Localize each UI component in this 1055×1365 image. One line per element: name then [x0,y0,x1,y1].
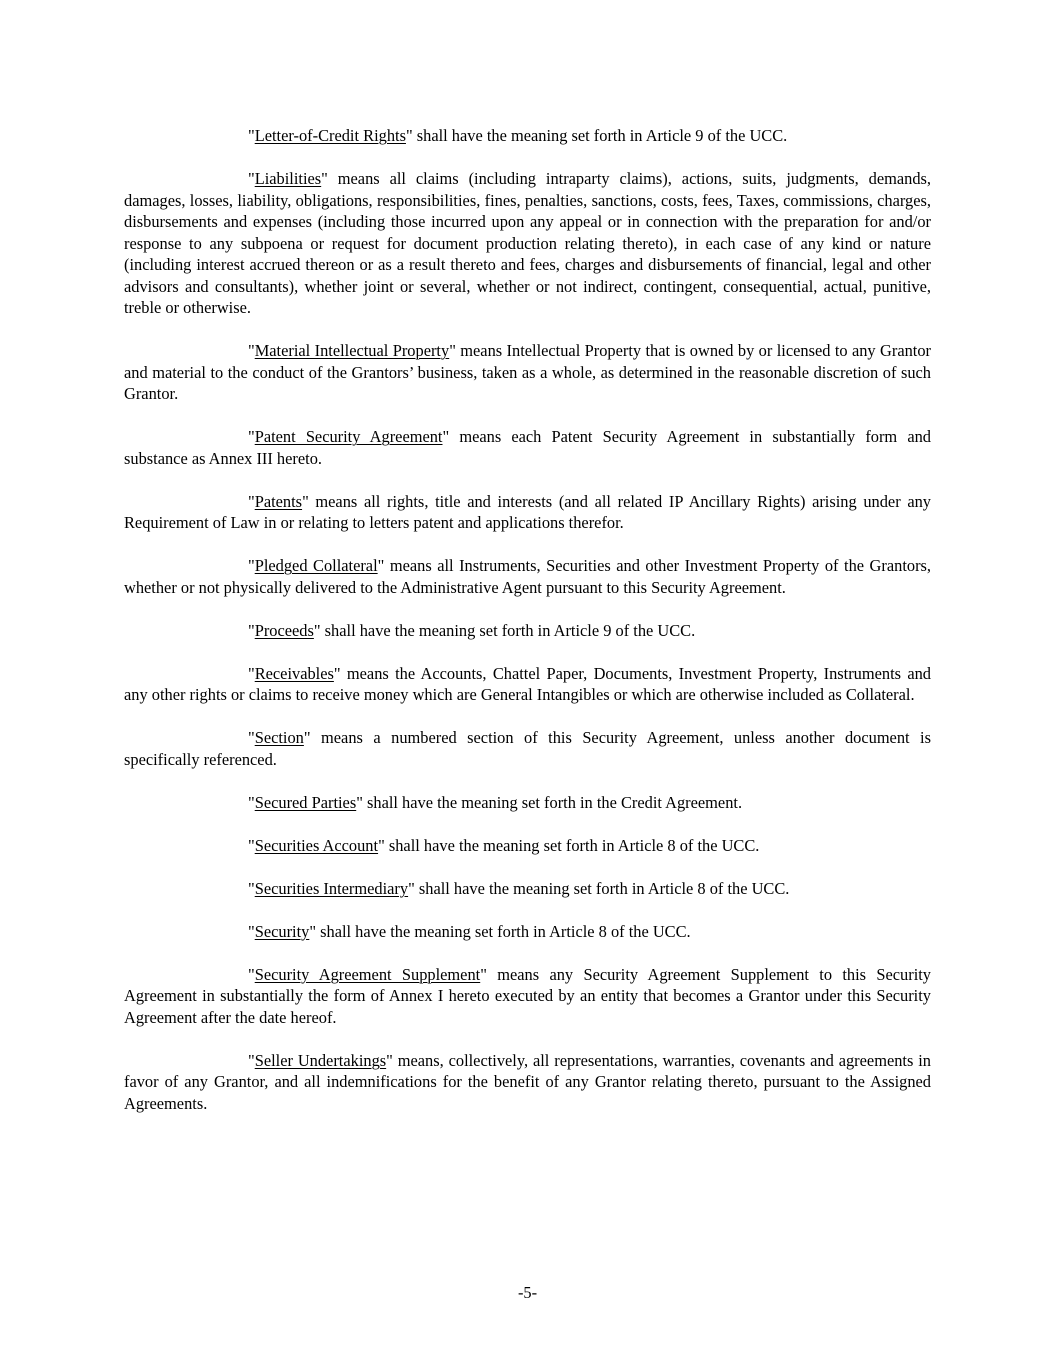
definition-liabilities: "Liabilities" means all claims (including intraparty claims), actions, suits, judgments, demands, damages, losses, liability, obligations, responsibilities, fines, penalties, sanctions, costs, fees, Taxes, commissions, charges, disbursements and expenses (including those incurred upon any appeal or in connection with the preparation for and/or response to any subpoena or request for document production relating thereto), in each case of any kind or nature (including interest accrued thereon or as a result thereto and fees, charges and disbursements of financial, legal and other advisors and consultants), whether joint or several, whether or not indirect, contingent, consequential, actual, punitive, treble or otherwise. [124,169,931,317]
definition-securities-account: "Securities Account" shall have the meaning set forth in Article 8 of the UCC. [248,835,760,855]
page-number: -5- [517,1283,538,1302]
definition-patents: "Patents" means all rights, title and interests (and all related IP Ancillary Rights) arising under any Requirement of Law in or relating to letters patent and applications therefor. [124,491,931,532]
defined-term: Section [254,728,304,747]
definition-text: " means a numbered section of this Security Agreement, unless another document is specifically referenced. [124,728,931,769]
definition-pledged-collateral: "Pledged Collateral" means all Instruments, Securities and other Investment Property of the Grantors, whether or not physically delivered to the Administrative Agent pursuant to this Security Agreement. [124,556,931,597]
defined-term: Secured Parties [254,792,357,812]
defined-term: Material Intellectual Property [254,341,450,360]
defined-term: Patents [254,491,303,511]
definition-text: " means all Instruments, Securities and other Investment Property of the Grantors, whether or not physically delivered to the Administrative Agent pursuant to this Security Agreement. [124,556,931,597]
definition-text: " shall have the meaning set forth in Article 8 of the UCC. [408,878,790,898]
definition-security-agreement-supplement: "Security Agreement Supplement" means any Security Agreement Supplement to this Security Agreement in substantially the form of Annex I hereto executed by an entity that becomes a Grantor under this Security Agreement after the date hereof. [124,964,932,1027]
definition-letter-of-credit-rights: "Letter-of-Credit Rights" shall have the meaning set forth in Article 9 of the UCC. [248,126,788,145]
definition-text: " shall have the meaning set forth in Article 8 of the UCC. [378,835,760,855]
definition-text: " shall have the meaning set forth in Article 9 of the UCC. [313,620,696,640]
definition-text: " means all rights, title and interests (and all related IP Ancillary Rights) arising under any Requirement of Law in or relating to letters patent and applications therefor. [124,491,931,532]
definition-seller-undertakings: "Seller Undertakings" means, collectively, all representations, warranties, covenants and agreements in favor of any Grantor, and all indemnifications for the benefit of any Grantor relating thereto, pursuant to the Assigned Agreements. [124,1050,931,1113]
definition-patent-security-agreement: "Patent Security Agreement" means each Patent Security Agreement in substantially form and substance as Annex III hereto. [124,427,931,468]
defined-term: Seller Undertakings [254,1050,387,1070]
definition-secured-parties: "Secured Parties" shall have the meaning set forth in the Credit Agreement. [248,792,743,812]
definition-material-intellectual-property: "Material Intellectual Property" means Intellectual Property that is owned by or licensed to any Grantor and material to the conduct of the Grantors’ business, taken as a whole, as determined in the reasonable discretion of such Grantor. [124,341,931,403]
definition-proceeds: "Proceeds" shall have the meaning set forth in Article 9 of the UCC. [248,620,696,640]
defined-term: Securities Account [254,835,379,855]
definition-text: " means each Patent Security Agreement in substantially form and substance as Annex III hereto. [124,427,931,468]
defined-term: Security [254,921,310,941]
defined-term: Receivables [254,663,334,683]
definition-text: " means the Accounts, Chattel Paper, Documents, Investment Property, Instruments and any other rights or claims to receive money which are General Intangibles or which are otherwise included as Collateral. [124,663,931,704]
definition-text: " means, collectively, all representations, warranties, covenants and agreements in favor of any Grantor, and all indemnifications for the benefit of any Grantor relating thereto, pursuant to the Assigned Agreements. [124,1050,931,1113]
defined-term: Pledged Collateral [254,556,378,575]
definition-section: "Section" means a numbered section of this Security Agreement, unless another document is specifically referenced. [124,728,931,769]
defined-term: Patent Security Agreement [254,427,443,446]
definition-security: "Security" shall have the meaning set forth in Article 8 of the UCC. [248,921,691,941]
defined-term: Letter-of-Credit Rights [254,126,406,145]
defined-term: Proceeds [254,620,314,640]
definition-text: " shall have the meaning set forth in Article 8 of the UCC. [309,921,691,941]
definition-text: " means Intellectual Property that is owned by or licensed to any Grantor and material to the conduct of the Grantors’ business, taken as a whole, as determined in the reasonable discretion of such Grantor. [124,341,931,403]
document-body [124,125,931,1136]
definition-text: " means all claims (including intraparty claims), actions, suits, judgments, demands, damages, losses, liability, obligations, responsibilities, fines, penalties, sanctions, costs, fees, Taxes, commissions, charges, disbursements and expenses (including those incurred upon any appeal or in connection with the preparation for and/or response to any subpoena or request for document production relating thereto), in each case of any kind or nature (including interest accrued thereon or as a result thereto and fees, charges and disbursements of financial, legal and other advisors and consultants), whether joint or several, whether or not indirect, contingent, consequential, actual, punitive, treble or otherwise. [124,169,931,317]
definition-text: " means any Security Agreement Supplement to this Security Agreement in substantially the form of Annex I hereto executed by an entity that becomes a Grantor under this Security Agreement after the date hereof. [124,964,932,1027]
definition-securities-intermediary: "Securities Intermediary" shall have the meaning set forth in Article 8 of the UCC. [248,878,790,898]
definition-receivables: "Receivables" means the Accounts, Chattel Paper, Documents, Investment Property, Instruments and any other rights or claims to receive money which are General Intangibles or which are otherwise included as Collateral. [124,663,931,704]
defined-term: Security Agreement Supplement [254,964,481,984]
defined-term: Liabilities [254,169,322,188]
definition-text: " shall have the meaning set forth in Article 9 of the UCC. [405,126,788,145]
definition-text: " shall have the meaning set forth in the Credit Agreement. [356,792,743,812]
defined-term: Securities Intermediary [254,878,409,898]
